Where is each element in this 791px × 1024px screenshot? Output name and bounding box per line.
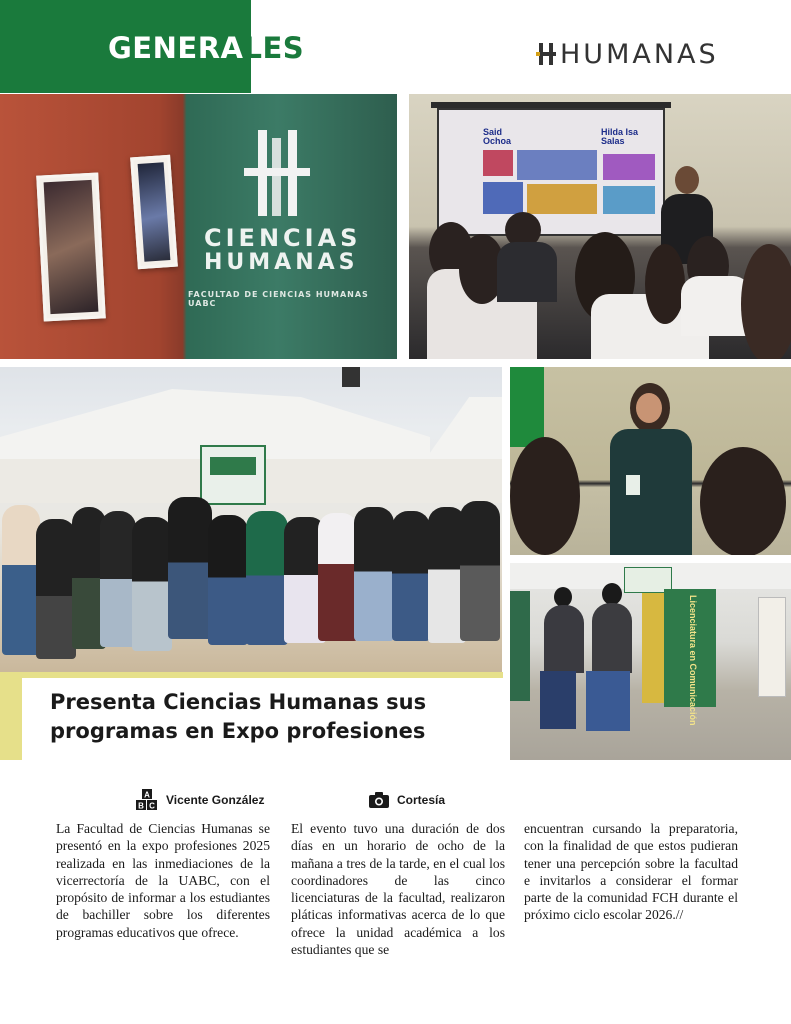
photo-credit [369,792,445,808]
photo-group [0,367,502,674]
booth-banner: Licenciatura en Comunicación [664,589,716,707]
svg-text:C: C [149,801,155,811]
sign-line-1: CIENCIAS [204,224,362,252]
author-name: Vicente González [166,793,265,807]
title-accent-bar [0,678,22,760]
author-credit [136,789,264,811]
brand-logo [536,40,719,68]
article-title: Presenta Ciencias Humanas sus programas en Expo profesiones [50,690,427,743]
brand-text: HUMANAS [560,38,719,70]
camera-icon [369,792,389,808]
slide-name-1: Said Ochoa [483,127,512,146]
slide-name-2: Hilda Isa Salas [601,127,639,146]
section-title: GENERALES [108,31,305,65]
humanas-h-icon [536,41,558,67]
svg-text:B: B [138,801,144,811]
projection-screen [437,108,665,236]
body-column-3: encuentran cursando la preparatoria, con la finalidad de que estos pudieran tener una percepción sobre la facultad e invitarlos a considerar el formar parte de la comunidad FCH durante el próximo ciclo escolar 2026.// [524,821,738,923]
photo-presentation [409,94,791,359]
photo-credit-text: Cortesía [397,793,446,807]
group-people [0,497,502,674]
sign-line-2: HUMANAS [204,250,359,275]
body-column-1: La Facultad de Ciencias Humanas se presentó en la expo profesiones 2025 realizada en las inmediaciones de la vicerrectoría de la UABC, con el propósito de informar a los estudiantes de bachiller sobre los diferentes programas educativos que ofrece. [56,821,270,940]
svg-text:A: A [144,790,150,800]
photo-booths [510,563,791,760]
abc-blocks-icon [136,789,158,811]
body-column-2: El evento tuvo una duración de dos días en un horario de ocho de la mañana a tres de la tarde, en el cual los coordinadores de las cinco licenciaturas de la facultad, realizaron pláticas informativas acerca de lo que ofrece la unidad académica a los estudiantes que se [291,821,505,958]
photo-speaker-woman [510,367,791,555]
photo-faculty-sign [0,94,397,359]
sign-subtitle: FACULTAD DE CIENCIAS HUMANAS UABC [188,290,369,308]
